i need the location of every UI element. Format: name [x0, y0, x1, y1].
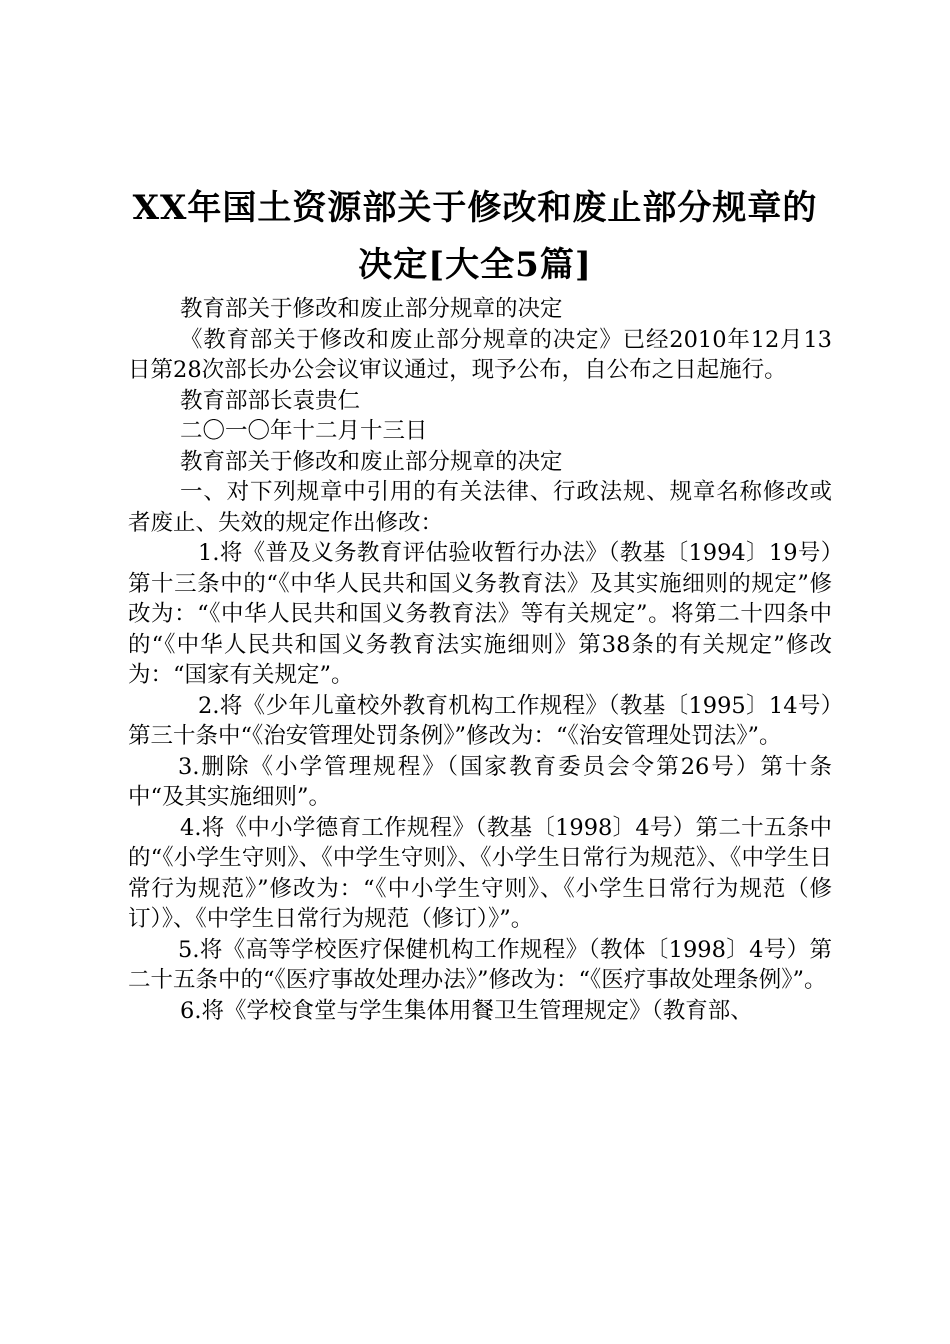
document-title-line-2: 决定[大全5篇]	[358, 245, 592, 285]
paragraph-heading: 教育部关于修改和废止部分规章的决定	[180, 296, 563, 322]
paragraph-heading-repeat: 教育部关于修改和废止部分规章的决定	[180, 448, 563, 475]
paragraph-item-4: 4.将《中小学德育工作规程》（教基〔1998〕4号）第二十五条中的“《小学生守则》、《中学生守则》、《小学生日常行为规范》、《中学生日常行为规范》”修改为：“《中小学生守则》、《小学生日常行为规范（修订）》、《中学生日常行为规范（修订）》”。	[128, 814, 832, 932]
paragraph-item-5: 5.将《高等学校医疗保健机构工作规程》（教体〔1998〕4号）第二十五条中的“《医疗事故处理办法》”修改为：“《医疗事故处理条例》”。	[128, 936, 832, 993]
paragraph-date: 二〇一〇年十二月十三日	[180, 418, 428, 444]
paragraph-announcement: 《教育部关于修改和废止部分规章的决定》已经2010年12月13日第28次部长办公会议审议通过，现予公布，自公布之日起施行。	[128, 326, 832, 383]
paragraph-item-3: 3.删除《小学管理规程》（国家教育委员会令第26号）第十条中“及其实施细则”。	[128, 753, 832, 810]
paragraph-item-2: 2.将《少年儿童校外教育机构工作规程》（教基〔1995〕14号）第三十条中“《治安管理处罚条例》”修改为：“《治安管理处罚法》”。	[128, 692, 832, 749]
paragraph-signature: 教育部部长袁贵仁	[180, 387, 361, 414]
paragraph-item-6: 6.将《学校食堂与学生集体用餐卫生管理规定》（教育部、	[180, 997, 753, 1024]
document-title-line-1: XX年国土资源部关于修改和废止部分规章的	[132, 188, 818, 228]
paragraph-item-1: 1.将《普及义务教育评估验收暂行办法》（教基〔1994〕19号）第十三条中的“《中华人民共和国义务教育法》及其实施细则的规定”修改为：“《中华人民共和国义务教育法》等有关规定”。将第二十四条中的“《中华人民共和国义务教育法实施细则》第38条的有关规定”修改为：“国家有关规定”。	[128, 540, 832, 688]
paragraph-section-one: 一、对下列规章中引用的有关法律、行政法规、规章名称修改或者废止、失效的规定作出修改：	[128, 479, 832, 536]
document-body	[128, 294, 832, 1026]
